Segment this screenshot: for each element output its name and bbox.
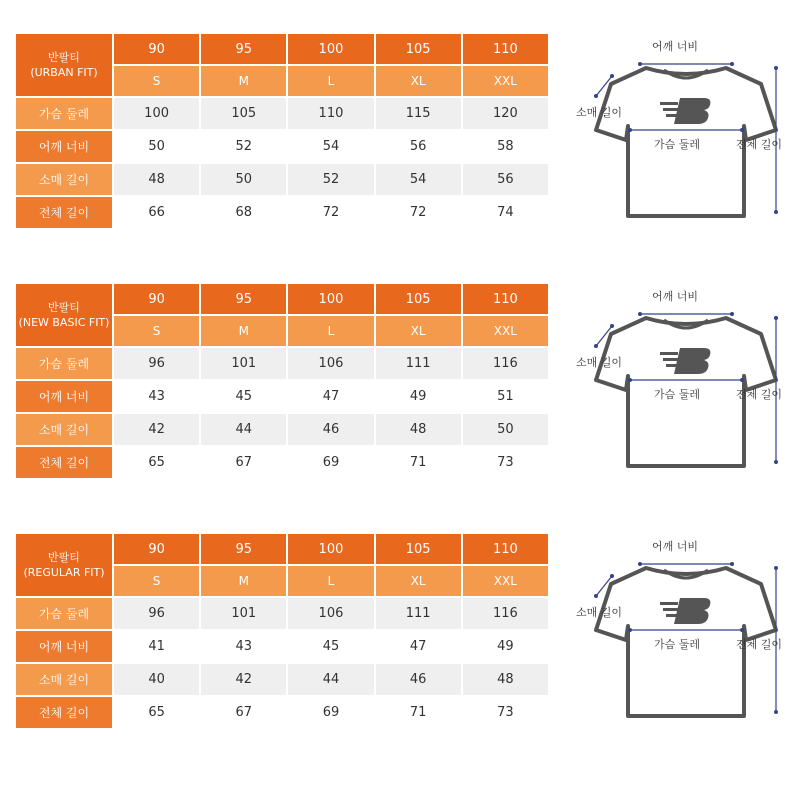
- size-table: [14, 282, 550, 480]
- total-length-label: 전체 길이: [736, 388, 783, 401]
- measurement-value: 56: [463, 164, 548, 195]
- measurement-value: 69: [288, 447, 373, 478]
- size-number-header: 100: [288, 34, 373, 64]
- size-letter-header: S: [114, 316, 199, 346]
- measurement-value: 43: [114, 381, 199, 412]
- measurement-value: 72: [376, 197, 461, 228]
- size-letter-header: S: [114, 566, 199, 596]
- measurement-value: 46: [376, 664, 461, 695]
- total-length-label: 전체 길이: [736, 138, 783, 151]
- measurement-value: 48: [114, 164, 199, 195]
- measurement-label: 가슴 둘레: [16, 598, 112, 629]
- size-letter-header: XL: [376, 66, 461, 96]
- size-letter-header: XL: [376, 316, 461, 346]
- measurement-value: 116: [463, 598, 548, 629]
- measurement-label: 전체 길이: [16, 697, 112, 728]
- measurement-value: 111: [376, 598, 461, 629]
- measurement-value: 42: [114, 414, 199, 445]
- measurement-diagram: [576, 530, 796, 730]
- measurement-value: 73: [463, 447, 548, 478]
- measurement-value: 96: [114, 598, 199, 629]
- measurement-value: 48: [463, 664, 548, 695]
- sleeve-length-label: 소매 길이: [576, 606, 623, 619]
- fit-name: (URBAN FIT): [30, 66, 98, 79]
- measurement-value: 105: [201, 98, 286, 129]
- measurement-value: 45: [288, 631, 373, 662]
- size-number-header: 110: [463, 534, 548, 564]
- table-row: [16, 631, 548, 662]
- measurement-value: 68: [201, 197, 286, 228]
- measurement-label: 어깨 너비: [16, 631, 112, 662]
- tshirt-diagram-icon: [576, 530, 796, 730]
- size-table: [14, 32, 550, 230]
- measurement-value: 49: [463, 631, 548, 662]
- measurement-value: 49: [376, 381, 461, 412]
- table-row: [16, 664, 548, 695]
- size-number-header: 95: [201, 284, 286, 314]
- measurement-value: 52: [288, 164, 373, 195]
- measurement-value: 41: [114, 631, 199, 662]
- measurement-value: 96: [114, 348, 199, 379]
- table-row: [16, 348, 548, 379]
- measurement-value: 116: [463, 348, 548, 379]
- measurement-value: 46: [288, 414, 373, 445]
- chest-width-label: 가슴 둘레: [654, 638, 701, 651]
- size-letter-header: M: [201, 66, 286, 96]
- size-number-header: 110: [463, 284, 548, 314]
- size-number-header: 100: [288, 534, 373, 564]
- measurement-value: 58: [463, 131, 548, 162]
- size-letter-header: L: [288, 566, 373, 596]
- table-row: [16, 697, 548, 728]
- measurement-label: 소매 길이: [16, 664, 112, 695]
- size-number-header: 105: [376, 284, 461, 314]
- measurement-value: 44: [201, 414, 286, 445]
- measurement-value: 45: [201, 381, 286, 412]
- measurement-label: 가슴 둘레: [16, 348, 112, 379]
- measurement-value: 74: [463, 197, 548, 228]
- product-name: 반팔티: [48, 51, 80, 64]
- measurement-value: 69: [288, 697, 373, 728]
- measurement-value: 106: [288, 598, 373, 629]
- table-title: [16, 284, 112, 346]
- chest-width-label: 가슴 둘레: [654, 388, 701, 401]
- size-number-header: 105: [376, 34, 461, 64]
- measurement-value: 47: [288, 381, 373, 412]
- tshirt-diagram-icon: [576, 280, 796, 480]
- size-number-header: 110: [463, 34, 548, 64]
- measurement-value: 67: [201, 697, 286, 728]
- measurement-value: 106: [288, 348, 373, 379]
- measurement-value: 101: [201, 598, 286, 629]
- measurement-label: 소매 길이: [16, 164, 112, 195]
- product-name: 반팔티: [48, 551, 80, 564]
- size-number-header: 90: [114, 284, 199, 314]
- measurement-value: 50: [463, 414, 548, 445]
- measurement-value: 56: [376, 131, 461, 162]
- measurement-label: 전체 길이: [16, 197, 112, 228]
- measurement-value: 65: [114, 447, 199, 478]
- shoulder-width-label: 어깨 너비: [652, 540, 699, 553]
- measurement-value: 54: [288, 131, 373, 162]
- measurement-value: 42: [201, 664, 286, 695]
- table-row: [16, 447, 548, 478]
- size-section: [16, 284, 792, 484]
- table-row: [16, 131, 548, 162]
- table-row: [16, 381, 548, 412]
- size-letter-header: L: [288, 66, 373, 96]
- size-letter-header: XL: [376, 566, 461, 596]
- measurement-label: 가슴 둘레: [16, 98, 112, 129]
- size-section: [16, 534, 792, 734]
- measurement-value: 65: [114, 697, 199, 728]
- measurement-value: 73: [463, 697, 548, 728]
- product-name: 반팔티: [48, 301, 80, 314]
- measurement-value: 44: [288, 664, 373, 695]
- sleeve-length-label: 소매 길이: [576, 356, 623, 369]
- table-title: [16, 534, 112, 596]
- measurement-value: 43: [201, 631, 286, 662]
- measurement-value: 51: [463, 381, 548, 412]
- measurement-value: 71: [376, 697, 461, 728]
- measurement-label: 소매 길이: [16, 414, 112, 445]
- size-number-header: 105: [376, 534, 461, 564]
- measurement-value: 50: [201, 164, 286, 195]
- size-letter-header: M: [201, 566, 286, 596]
- size-number-header: 100: [288, 284, 373, 314]
- size-letter-header: M: [201, 316, 286, 346]
- measurement-value: 50: [114, 131, 199, 162]
- measurement-value: 66: [114, 197, 199, 228]
- measurement-value: 101: [201, 348, 286, 379]
- measurement-diagram: [576, 280, 796, 480]
- shoulder-width-label: 어깨 너비: [652, 40, 699, 53]
- measurement-value: 72: [288, 197, 373, 228]
- measurement-value: 71: [376, 447, 461, 478]
- tshirt-diagram-icon: [576, 30, 796, 230]
- fit-name: (NEW BASIC FIT): [18, 316, 110, 329]
- measurement-diagram: [576, 30, 796, 230]
- measurement-value: 40: [114, 664, 199, 695]
- measurement-value: 111: [376, 348, 461, 379]
- measurement-value: 110: [288, 98, 373, 129]
- sleeve-length-label: 소매 길이: [576, 106, 623, 119]
- table-row: [16, 98, 548, 129]
- shoulder-width-label: 어깨 너비: [652, 290, 699, 303]
- measurement-value: 115: [376, 98, 461, 129]
- fit-name: (REGULAR FIT): [23, 566, 105, 579]
- table-title: [16, 34, 112, 96]
- total-length-label: 전체 길이: [736, 638, 783, 651]
- size-number-header: 90: [114, 534, 199, 564]
- measurement-value: 54: [376, 164, 461, 195]
- size-number-header: 95: [201, 34, 286, 64]
- size-number-header: 95: [201, 534, 286, 564]
- size-letter-header: S: [114, 66, 199, 96]
- size-number-header: 90: [114, 34, 199, 64]
- size-section: [16, 34, 792, 234]
- size-letter-header: XXL: [463, 566, 548, 596]
- measurement-value: 52: [201, 131, 286, 162]
- measurement-label: 전체 길이: [16, 447, 112, 478]
- chest-width-label: 가슴 둘레: [654, 138, 701, 151]
- measurement-value: 48: [376, 414, 461, 445]
- measurement-value: 100: [114, 98, 199, 129]
- measurement-value: 67: [201, 447, 286, 478]
- measurement-value: 47: [376, 631, 461, 662]
- measurement-value: 120: [463, 98, 548, 129]
- table-row: [16, 164, 548, 195]
- size-table: [14, 532, 550, 730]
- size-letter-header: L: [288, 316, 373, 346]
- table-row: [16, 598, 548, 629]
- size-letter-header: XXL: [463, 316, 548, 346]
- measurement-label: 어깨 너비: [16, 131, 112, 162]
- table-row: [16, 414, 548, 445]
- measurement-label: 어깨 너비: [16, 381, 112, 412]
- table-row: [16, 197, 548, 228]
- size-letter-header: XXL: [463, 66, 548, 96]
